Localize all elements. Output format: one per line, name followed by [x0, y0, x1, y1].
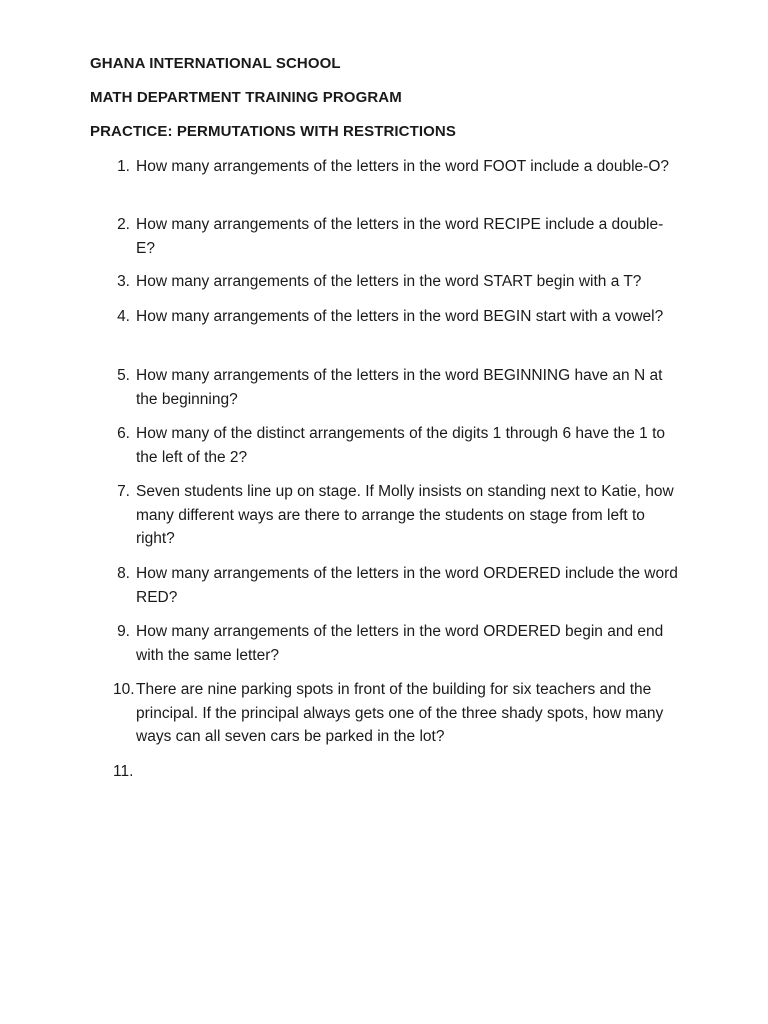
- question-number: 1.: [117, 158, 130, 175]
- question-number: 11.: [113, 763, 134, 780]
- question-number: 6.: [117, 425, 130, 442]
- question-text: How many arrangements of the letters in the word BEGIN start with a vowel?: [136, 308, 664, 325]
- question-number: 8.: [117, 565, 130, 582]
- question-text: How many arrangements of the letters in the word FOOT include a double-O?: [136, 158, 670, 175]
- question-text: There are nine parking spots in front of the building for six teachers and the principal. If the principal always gets one of the three shady spots, how many ways can all seven cars be parked in the lot?: [136, 681, 664, 745]
- question-number: 9.: [117, 623, 130, 640]
- question-text: Seven students line up on stage. If Molly insists on standing next to Katie, how many different ways are there to arrange the students on stage from left to right?: [136, 483, 674, 547]
- question-number: 2.: [117, 216, 130, 233]
- question-text: How many arrangements of the letters in the word ORDERED begin and end with the same letter?: [136, 623, 664, 664]
- question-text: How many of the distinct arrangements of the digits 1 through 6 have the 1 to the left of the 2?: [136, 425, 666, 466]
- question-number: 4.: [117, 308, 130, 325]
- question-text: How many arrangements of the letters in the word RECIPE include a double-E?: [136, 216, 664, 257]
- question-text: How many arrangements of the letters in the word BEGINNING have an N at the beginning?: [136, 367, 663, 408]
- question-text: How many arrangements of the letters in the word START begin with a T?: [136, 273, 642, 290]
- school-name: GHANA INTERNATIONAL SCHOOL: [90, 55, 341, 72]
- program-title: MATH DEPARTMENT TRAINING PROGRAM: [90, 89, 402, 106]
- question-text: How many arrangements of the letters in the word ORDERED include the word RED?: [136, 565, 678, 606]
- question-number: 10.: [113, 681, 135, 698]
- practice-title: PRACTICE: PERMUTATIONS WITH RESTRICTIONS: [90, 123, 456, 140]
- question-number: 5.: [117, 367, 130, 384]
- question-number: 7.: [117, 483, 130, 500]
- question-number: 3.: [117, 273, 130, 290]
